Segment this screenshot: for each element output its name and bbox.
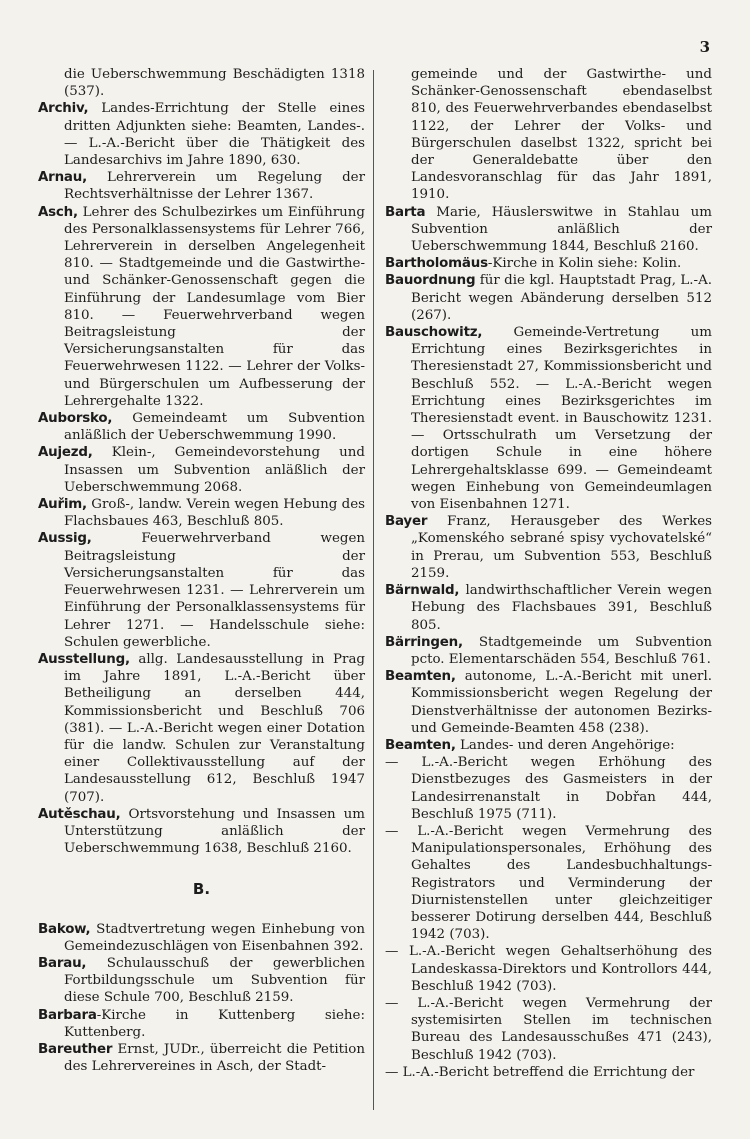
entry-text: Ortsvorstehung und Insassen um Unterstützung anläßlich der Ueberschwemmung 1638, Beschluß 2160. bbox=[64, 806, 365, 857]
index-entry bbox=[385, 66, 712, 204]
index-entry bbox=[385, 668, 712, 737]
entry-keyword: Bartholomäus bbox=[385, 256, 488, 272]
index-entry bbox=[385, 272, 712, 324]
index-entry bbox=[385, 204, 712, 256]
entry-text: — L.-A.-Bericht wegen Gehaltserhöhung des Landeskassa-Direktors und Kontrollors 444, Beschluß 1942 (703). bbox=[385, 944, 712, 994]
entry-keyword: Archiv, bbox=[38, 101, 89, 117]
index-entry bbox=[38, 530, 365, 650]
left-column bbox=[38, 66, 365, 1075]
index-entry bbox=[385, 634, 712, 668]
index-entry bbox=[38, 444, 365, 496]
entry-text: -Kirche in Kuttenberg siehe: Kuttenberg. bbox=[64, 1007, 365, 1040]
index-entry bbox=[385, 324, 712, 513]
entry-keyword: Auřim, bbox=[38, 497, 87, 513]
entry-keyword: Bärringen, bbox=[385, 634, 463, 650]
entry-keyword: Bareuther bbox=[38, 1041, 113, 1057]
index-entry bbox=[385, 754, 712, 823]
index-entry bbox=[38, 651, 365, 806]
entry-text: Feuerwehrverband wegen Beitragsleistung der Versicherungsanstalten für das Feuerwehrwesen 1231. — Lehrerverein um Einführung der Personalklassensystems für Lehrer 1271. — Handelsschule siehe: Schulen gewerbliche. bbox=[64, 531, 365, 650]
entry-keyword: Aujezd, bbox=[38, 445, 93, 461]
entry-keyword: Arnau, bbox=[38, 170, 87, 186]
index-entry bbox=[38, 169, 365, 203]
entry-text: Groß-, landw. Verein wegen Hebung des Flachsbaues 463, Beschluß 805. bbox=[64, 497, 365, 530]
column-divider bbox=[373, 70, 374, 1110]
index-entry bbox=[385, 995, 712, 1064]
entry-text: Schulausschuß der gewerblichen Fortbildungsschule um Subvention für diese Schule 700, Beschluß 2159. bbox=[64, 955, 365, 1006]
index-entry bbox=[38, 204, 365, 410]
entry-text: für die kgl. Hauptstadt Prag, L.-A. Bericht wegen Abänderung derselben 512 (267). bbox=[411, 273, 712, 323]
entry-text: Gemeindeamt um Subvention anläßlich der Ueberschwemmung 1990. bbox=[64, 411, 365, 444]
entry-text: Klein-, Gemeindevorstehung und Insassen um Subvention anläßlich der Ueberschwemmung 2068. bbox=[64, 445, 365, 495]
entry-keyword: Bakow, bbox=[38, 921, 91, 937]
entry-keyword: Bärnwald, bbox=[385, 583, 460, 599]
entry-text: Franz, Herausgeber des Werkes „Komenského sebrané spisy vychovatelské“ in Prerau, um Subvention 553, Beschluß 2159. bbox=[411, 514, 712, 581]
entry-text: — L.-A.-Bericht wegen Vermehrung des Manipulationspersonales, Erhöhung des Gehaltes des Landesbuchhaltungs-Registrators und Verminderung der Diurnistenstellen unter gleichzeitiger besserer Dotirung derselben 444, Beschluß 1942 (703). bbox=[385, 823, 712, 943]
entry-text: autonome, L.-A.-Bericht mit unerl. Kommissionsbericht wegen Regelung der Dienstverhältnisse der autonomen Bezirks- und Gemeinde-Beamten 458 (238). bbox=[411, 669, 712, 736]
entry-keyword: Aussig, bbox=[38, 531, 92, 547]
entry-text: gemeinde und der Gastwirthe- und Schänker-Genossenschaft ebendaselbst 810, des Feuerwehrverbandes ebendaselbst 1122, der Lehrer der Volks- und Bürgerschulen daselbst 1322, spricht bei der Generaldebatte über den Landesvoranschlag für das Jahr 1891, 1910. bbox=[411, 67, 712, 203]
index-entry bbox=[38, 496, 365, 530]
left-entries-after bbox=[38, 921, 365, 1076]
index-entry bbox=[38, 100, 365, 169]
section-letter: B. bbox=[192, 880, 211, 899]
entry-text: Stadtvertretung wegen Einhebung von Gemeindezuschlägen von Eisenbahnen 392. bbox=[64, 921, 365, 954]
entry-text: — L.-A.-Bericht betreffend die Errichtung der bbox=[385, 1064, 695, 1080]
index-entry bbox=[38, 921, 365, 955]
entry-text: Lehrer des Schulbezirkes um Einführung des Personalklassensystems für Lehrer 766, Lehrerverein in derselben Angelegenheit 810. — Stadtgemeinde und die Gastwirthe- und Schänker-Genossenschaft gegen die Einführung der Landesumlage vom Bier 810. — Feuerwehrverband wegen Beitragsleistung der Versicherungsanstalten für das Feuerwehrwesen 1122. — Lehrer der Volks- und Bürgerschulen um Aufbesserung der Lehrergehalte 1322. bbox=[64, 204, 365, 409]
index-entry bbox=[385, 823, 712, 943]
entry-keyword: Bayer bbox=[385, 514, 428, 530]
right-column bbox=[385, 66, 712, 1081]
entry-keyword: Auborsko, bbox=[38, 411, 113, 427]
entry-text: landwirthschaftlicher Verein wegen Hebung des Flachsbaues 391, Beschluß 805. bbox=[411, 583, 712, 633]
entry-text: Ernst, JUDr., überreicht die Petition des Lehrervereines in Asch, der Stadt- bbox=[64, 1041, 365, 1075]
entry-text: Lehrerverein um Regelung der Rechtsverhältnisse der Lehrer 1367. bbox=[64, 170, 365, 203]
index-entry bbox=[385, 513, 712, 582]
entry-keyword: Autěschau, bbox=[38, 806, 121, 822]
right-entries bbox=[385, 66, 712, 1081]
entry-text: Stadtgemeinde um Subvention pcto. Elementarschäden 554, Beschluß 761. bbox=[411, 634, 712, 667]
entry-keyword: Beamten, bbox=[385, 669, 456, 685]
entry-text: Landes- und deren Angehörige: bbox=[455, 737, 675, 753]
entry-text: Landes-Errichtung der Stelle eines dritten Adjunkten siehe: Beamten, Landes-. — L.-A.-Bericht über die Thätigkeit des Landesarchivs im Jahre 1890, 630. bbox=[64, 101, 365, 169]
entry-text: — L.-A.-Bericht wegen Vermehrung der systemisirten Stellen im technischen Bureau des Landesausschußes 471 (243), Beschluß 1942 (703). bbox=[385, 995, 712, 1063]
entry-keyword: Bauordnung bbox=[385, 273, 476, 289]
entry-text: -Kirche in Kolin siehe: Kolin. bbox=[487, 256, 682, 272]
index-entry bbox=[385, 943, 712, 995]
index-entry bbox=[38, 66, 365, 100]
index-entry bbox=[385, 1064, 712, 1081]
entry-keyword: Barau, bbox=[38, 955, 87, 971]
entry-keyword: Asch, bbox=[38, 204, 78, 220]
left-entries-before bbox=[38, 66, 365, 857]
index-entry bbox=[38, 955, 365, 1007]
entry-keyword: Barta bbox=[385, 204, 426, 220]
entry-text: Gemeinde-Vertretung um Errichtung eines Bezirksgerichtes in Theresienstadt 27, Kommissionsbericht und Beschluß 552. — L.-A.-Bericht wegen Errichtung eines Bezirksgerichtes im Theresienstadt event. in Bauschowitz 1231. — Ortsschulrath um Versetzung der dortigen Schule in eine höhere Lehrergehaltsklasse 699. — Gemeindeamt wegen Einhebung von Gemeindeumlagen von Eisenbahnen 1271. bbox=[411, 325, 712, 513]
index-entry bbox=[385, 737, 712, 754]
index-entry bbox=[38, 1007, 365, 1041]
entry-keyword: Bauschowitz, bbox=[385, 325, 483, 341]
entry-keyword: Ausstellung, bbox=[38, 651, 130, 667]
index-entry bbox=[38, 806, 365, 858]
entry-text: die Ueberschwemmung Beschädigten 1318 (537). bbox=[64, 67, 365, 100]
entry-text: allg. Landesausstellung in Prag im Jahre 1891, L.-A.-Bericht über Betheiligung an derselben 444, Kommissionsbericht und Beschluß 706 (381). — L.-A.-Bericht wegen einer Dotation für die landw. Schulen zur Veranstaltung einer Collektivausstellung auf der Landesausstellung 612, Beschluß 1947 (707). bbox=[64, 651, 365, 805]
entry-text: — L.-A.-Bericht wegen Erhöhung des Dienstbezuges des Gasmeisters in der Landesirrenanstalt in Dobřan 444, Beschluß 1975 (711). bbox=[385, 755, 712, 822]
entry-keyword: Barbara bbox=[38, 1007, 97, 1023]
index-entry bbox=[385, 255, 712, 272]
entry-keyword: Beamten, bbox=[385, 737, 456, 753]
index-entry bbox=[38, 410, 365, 444]
index-entry bbox=[385, 582, 712, 634]
entry-text: Marie, Häuslerswitwe in Stahlau um Subvention anläßlich der Ueberschwemmung 1844, Beschluß 2160. bbox=[411, 204, 712, 255]
index-entry bbox=[38, 1041, 365, 1075]
page-number: 3 bbox=[699, 38, 710, 56]
